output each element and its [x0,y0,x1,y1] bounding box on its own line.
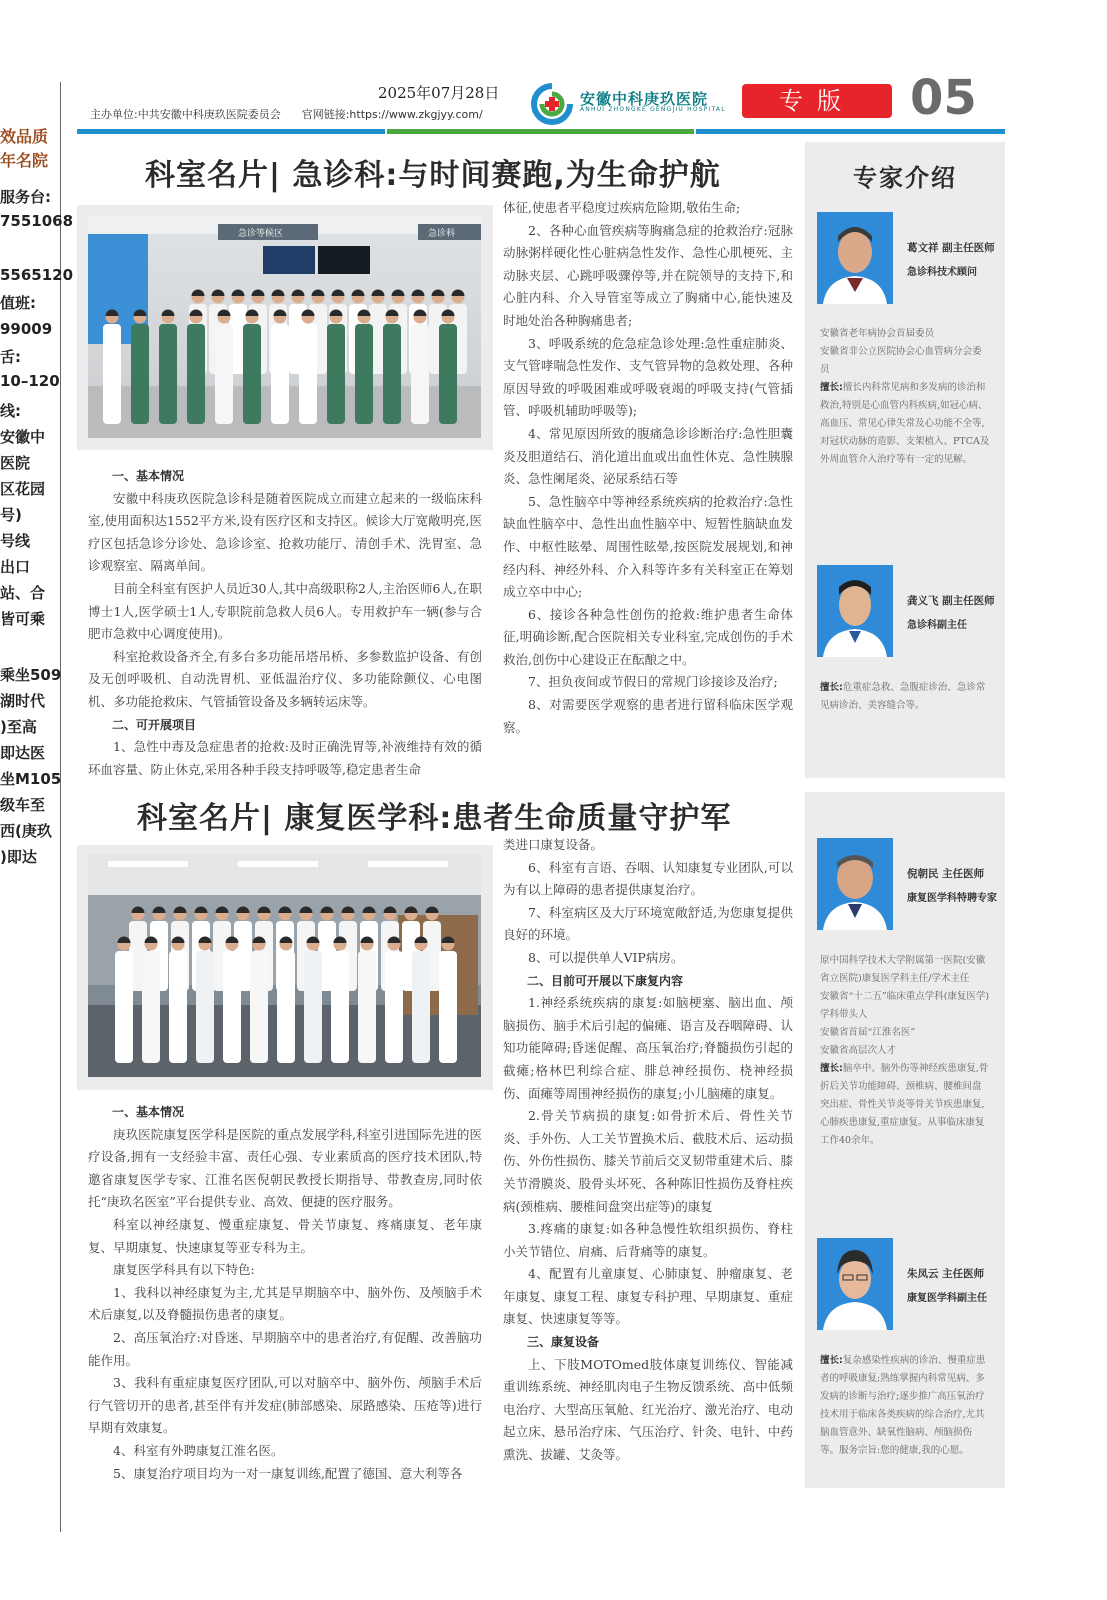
header-color-bar [77,129,1005,134]
website-link[interactable]: 官网链接:https://www.zkgjyy.com/ [301,108,483,121]
hospital-logo-icon [530,82,574,122]
hospital-name: 安徽中科庚玖医院 [580,90,709,108]
previous-page-line: )即达 [0,848,37,866]
previous-page-line: 即达医 [0,744,46,762]
avatar [817,838,893,930]
paragraph: 8、对需要医学观察的患者进行留科临床医学观察。 [503,697,793,735]
paragraph: 6、科室有言语、吞咽、认知康复专业团队,可以为有以上障碍的患者提供康复治疗。 [503,859,793,898]
previous-page-line: 99009 [0,320,53,338]
paragraph: 5、康复治疗项目均为一对一康复训练,配置了德国、意大利等各 [113,1465,463,1481]
article-title-emergency: 科室名片| 急诊科:与时间赛跑,为生命护航 [145,158,721,193]
photo-sign-waiting-area: 急诊等候区 [238,228,284,238]
expert-credential: 安徽省高层次人才 [820,1045,897,1056]
paragraph: 2.骨关节病损的康复:如骨折术后、骨性关节炎、手外伤、人工关节置换术后、截肢术后、运动损伤、外伤性损伤、膝关节前后交叉韧带重建术后、膝关节滑膜炎、股骨头坏死、各种陈旧性损伤及脊柱疾病(颈椎病、腰椎间盘突出症等)的康复 [503,1108,793,1214]
expert-credential: 安徽省非公立医院协会心血管病分会委员 [820,346,982,375]
article1-left-column [88,465,482,781]
previous-page-line: )至高 [0,718,37,736]
previous-page-line: 医院 [0,454,31,472]
paragraph: 科室抢救设备齐全,有多台多功能吊塔吊桥、多参数监护设备、有创及无创呼吸机、自动洗胃机、亚低温治疗仪、多功能除颤仪、心电图机、多功能抢救床、气管插管设备及多辆转运床等。 [88,648,482,709]
previous-page-line: 出口 [0,558,31,576]
section-heading: 一、基本情况 [112,469,185,483]
expert-credential: 原中国科学技术大学附属第一医院(安徽省立医院)康复医学科主任/学术主任 [820,955,986,984]
previous-page-line: 号线 [0,532,31,550]
photo-sign-department: 急诊科 [428,228,456,238]
paragraph: 4、常见原因所致的腹痛急诊诊断治疗:急性胆囊炎及胆道结石、消化道出血或出血性休克、急性胰腺炎、急性阑尾炎、泌尿系结石等 [503,425,793,487]
section-heading: 二、目前可开展以下康复内容 [527,973,684,988]
previous-page-line: 效品质 [0,127,49,146]
previous-page-line: 站、合 [0,584,46,602]
expert-section-title: 专家介绍 [853,164,957,192]
paragraph: 康复医学科具有以下特色: [113,1262,255,1278]
expert-bio [820,325,990,485]
expert-specialty [820,679,990,715]
previous-page-edge [0,82,74,1532]
paragraph: 安徽中科庚玖医院急诊科是随着医院成立而建立起来的一级临床科室,使用面积达1552平方米,设有医疗区和支持区。候诊大厅宽敞明亮,医疗区包括急诊分诊处、急诊诊室、抢救功能厅、清创手术、洗胃室、急诊观察室、隔离单间。 [88,490,482,574]
specialty-text: 擅长内科常见病和多发病的诊治和救治,特别是心血管内科疾病,如冠心病、高血压、常见心律失常及心功能不全等,对冠状动脉的造影、支架植入、PTCA及外周血管介入治疗等有一定的见解。 [820,382,990,465]
paragraph: 3、呼吸系统的危急症急诊处理:急性重症肺炎、支气管哮喘急性发作、支气管异物的急救处理、各种原因导致的呼吸困难或呼吸衰竭的呼吸支持(气管插管、呼吸机辅助呼吸等); [503,335,793,419]
specialty-label: 擅长: [820,1355,843,1366]
previous-page-line: 湖时代 [0,692,46,710]
expert-specialty [820,379,990,469]
masthead-info [90,106,483,122]
expert-name: 倪朝民 主任医师 [907,868,985,880]
previous-page-line: 皆可乘 [0,610,46,628]
paragraph: 4、配置有儿童康复、心肺康复、肿瘤康复、老年康复、康复工程、康复专科护理、早期康复、重症康复、快速康复等等。 [503,1266,793,1327]
paragraph: 5、急性脑卒中等神经系统疾病的抢救治疗:急性缺血性脑卒中、急性出血性脑卒中、短暂性脑缺血发作、中枢性眩晕、周围性眩晕,按医院发展规划,和神经内科、神经外科、介入科等许多有关科室正在筹划成立卒中中心; [503,493,793,600]
expert-bio [820,679,990,739]
emergency-team-photo [88,216,481,438]
specialty-label: 擅长: [820,1063,843,1074]
paragraph: 科室以神经康复、慢重症康复、骨关节康复、疼痛康复、老年康复、早期康复、快速康复等亚专科为主。 [88,1216,482,1255]
previous-page-line: 级车至 [0,796,46,814]
issue-date: 2025年07月28日 [378,84,500,102]
previous-page-line: 号) [0,506,22,524]
previous-page-line: 安徽中 [0,428,46,446]
article2-left-column [88,1101,482,1499]
section-heading: 一、基本情况 [112,1105,185,1119]
specialty-label: 擅长: [820,682,843,693]
rehab-team-photo [88,855,481,1077]
expert-name: 龚义飞 副主任医师 [907,595,995,607]
previous-page-line: 5565120 [0,266,74,284]
paragraph: 目前全科室有医护人员近30人,其中高级职称2人,主治医师6人,在职博士1人,医学硕士1人,专职院前急救人员6人。专用救护车一辆(参与合肥市急救中心调度使用)。 [88,580,482,642]
expert-credential: 安徽省老年病协会首届委员 [820,328,935,339]
previous-page-line: 年名院 [0,151,49,170]
paragraph: 8、可以提供单人VIP病房。 [528,949,684,965]
paragraph: 6、接诊各种急性创伤的抢救:维护患者生命体征,明确诊断,配合医院相关专业科室,完成创伤的手术救治,创伤中心建设正在酝酿之中。 [503,606,793,667]
paragraph: 3.疼痛的康复:如各种急慢性软组织损伤、脊柱小关节错位、肩痛、后背痛等的康复。 [503,1221,793,1259]
expert-credential: 安徽省“十二五”临床重点学科(康复医学)学科带头人 [820,991,990,1020]
avatar [817,212,893,304]
previous-page-line: 服务台: [0,188,51,206]
paragraph: 7、担负夜间或节假日的常规门诊接诊及治疗; [528,674,778,690]
specialty-text: 脑卒中、脑外伤等神经疾患康复,骨折后关节功能障碍、颈椎病、腰椎间盘突出症、骨性关节炎等骨关节疾患康复,心肺疾患康复,重症康复。从事临床康复工作40余年。 [820,1063,989,1146]
paragraph: 2、各种心血管疾病等胸痛急症的抢救治疗:冠脉动脉粥样硬化性心脏病急性发作、急性心肌梗死、主动脉夹层、心跳呼吸骤停等,并在院领导的支持下,和心脏内科、介入导管室等成立了胸痛中心,能快速及时地处治各种胸痛患者; [503,222,793,328]
paragraph: 体征,使患者平稳度过疾病危险期,敬佑生命; [503,200,741,215]
previous-page-line: 区花园 [0,480,46,498]
previous-page-line: 舌: [0,348,21,366]
specialty-label: 擅长: [820,382,843,393]
avatar [817,1238,893,1330]
page-number: 05 [910,70,977,126]
previous-page-line: 乘坐509 [0,666,62,684]
expert-specialty [820,1352,990,1460]
expert-role: 急诊科技术顾问 [907,267,977,278]
section-heading: 三、康复设备 [527,1335,600,1350]
previous-page-line: 坐M105 [0,770,62,788]
expert-specialty [820,1060,990,1150]
previous-page-line: 10–120 [0,372,60,390]
article-title-rehab: 科室名片| 康复医学科:患者生命质量守护军 [137,801,732,836]
section-badge: 专版 [742,84,892,118]
expert-credential: 安徽省首届“江淮名医” [820,1027,916,1038]
paragraph: 2、高压氧治疗:对昏迷、早期脑卒中的患者治疗,有促醒、改善脑功能作用。 [88,1329,482,1368]
previous-page-line: 7551068 [0,212,74,230]
previous-page-line: 西(庚玖 [0,822,52,840]
paragraph: 1.神经系统疾病的康复:如脑梗塞、脑出血、颅脑损伤、脑手术后引起的偏瘫、语言及吞咽障碍、认知功能障碍;昏迷促醒、高压氧治疗;脊髓损伤引起的截瘫;格林巴利综合症、腓总神经损伤、桡神经损伤、面瘫等周围神经损伤的康复;小儿脑瘫的康复。 [503,995,793,1101]
previous-page-line: 线: [0,402,21,420]
paragraph: 3、我科有重症康复医疗团队,可以对脑卒中、脑外伤、颅脑手术后行气管切开的患者,甚至伴有并发症(肺部感染、尿路感染、压疮等)进行早期有效康复。 [88,1375,482,1436]
paragraph: 1、急性中毒及急症患者的抢救:及时正确洗胃等,补液维持有效的循环血容量、防止休克,采用各种手段支持呼吸等,稳定患者生命 [88,739,482,777]
host-organization: 主办单位:中共安徽中科庚玖医院委员会 [90,108,281,121]
specialty-text: 复杂感染性疾病的诊治、慢重症患者的呼吸康复;熟练掌握内科常见病、多发病的诊断与治疗;逐步推广高压氧治疗技术用于临床各类疾病的综合治疗,尤其脑血管意外、缺氧性脑病、颅脑损伤等。服务宗旨:您的健康,我的心愿。 [820,1355,986,1456]
previous-page-line: 值班: [0,294,36,312]
expert-name: 葛文祥 副主任医师 [907,242,995,254]
paragraph: 上、下肢MOTOmed肢体康复训练仪、智能减重训练系统、神经肌肉电子生物反馈系统、高中低频电治疗、大型高压氧舱、红光治疗、激光治疗、电动起立床、悬吊治疗床、气压治疗、针灸、电针、中药熏洗、拔罐、艾灸等。 [503,1356,793,1463]
paragraph: 庚玖医院康复医学科是医院的重点发展学科,科室引进国际先进的医疗设备,拥有一支经验丰富、责任心强、专业素质高的医疗技术团队,特邀省康复医学专家、江淮名医倪朝民教授长期指导、带教查房,同时依托“庚玖名医室”平台提供专业、高效、便捷的医疗服务。 [88,1126,482,1210]
article1-right-column [503,197,793,747]
section-heading: 二、可开展项目 [112,717,197,732]
paragraph: 4、科室有外聘康复江淮名医。 [113,1442,284,1458]
avatar [817,565,893,657]
hospital-name-english: ANHUI ZHONGKE GENGJIU HOSPITAL [580,106,726,113]
expert-bio [820,952,990,1167]
article2-right-column [503,834,793,1478]
expert-role: 急诊科副主任 [907,620,967,631]
expert-bio [820,1352,990,1477]
paragraph: 1、我科以神经康复为主,尤其是早期脑卒中、脑外伤、及颅脑手术术后康复,以及脊髓损伤患者的康复。 [88,1284,482,1323]
expert-role: 康复医学科副主任 [907,1293,987,1304]
paragraph: 7、科室病区及大厅环境宽敞舒适,为您康复提供良好的环境。 [503,904,793,943]
paragraph: 类进口康复设备。 [503,837,604,852]
expert-role: 康复医学科特聘专家 [907,893,997,904]
specialty-text: 危重症急救、急腹症诊治、急诊常见病诊治、美容缝合等。 [820,682,986,711]
expert-name: 朱凤云 主任医师 [907,1268,985,1280]
